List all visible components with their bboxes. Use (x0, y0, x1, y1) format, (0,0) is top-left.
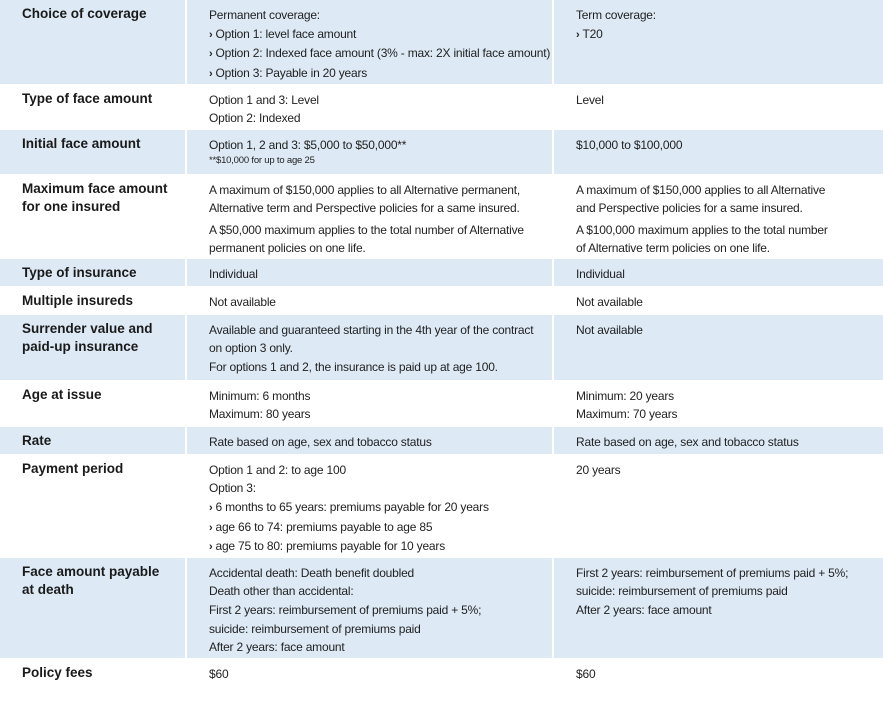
row-payment-period (0, 454, 883, 557)
term-line (576, 564, 883, 583)
permanent-cell (186, 258, 553, 286)
term-cell (553, 426, 883, 454)
permanent-line (209, 601, 552, 620)
row-label-line: Face amount payable (22, 563, 160, 579)
permanent-text: Option 3: (209, 481, 256, 496)
term-text: Minimum: 20 years (576, 388, 674, 403)
permanent-text: age 75 to 80: premiums payable for 10 years (215, 539, 446, 554)
permanent-cell (186, 0, 553, 84)
permanent-line (209, 109, 552, 128)
permanent-text: Option 1 and 3: Level (209, 92, 319, 107)
permanent-line (209, 91, 552, 110)
term-cell (553, 380, 883, 426)
row-label-line: Type of insurance (22, 264, 137, 280)
permanent-cell (186, 658, 553, 701)
row-choice-of-coverage (0, 0, 883, 84)
row-age-at-issue (0, 380, 883, 426)
permanent-line (209, 221, 552, 240)
permanent-cell (186, 426, 553, 454)
permanent-text: A maximum of $150,000 applies to all Alternative permanent, (209, 182, 521, 197)
permanent-line (209, 293, 552, 312)
term-text: of Alternative term policies on one life. (576, 241, 770, 256)
chevron-right-icon: › (576, 28, 580, 41)
permanent-line (209, 358, 552, 377)
permanent-text: Death other than accidental: (209, 584, 354, 599)
term-cell (553, 129, 883, 174)
term-cell (553, 174, 883, 258)
term-cell (553, 314, 883, 380)
term-line (576, 221, 883, 240)
permanent-text: Alternative term and Perspective policies for a same insured. (209, 201, 520, 216)
permanent-text: Option 1, 2 and 3: $5,000 to $50,000** (209, 137, 407, 152)
permanent-text: suicide: reimbursement of premiums paid (209, 621, 421, 636)
permanent-line (209, 6, 552, 25)
chevron-right-icon: › (209, 48, 213, 61)
term-line (576, 582, 883, 601)
term-text: Level (576, 92, 604, 107)
term-text: and Perspective policies for a same insured. (576, 201, 803, 216)
permanent-line (209, 265, 552, 284)
chevron-right-icon: › (209, 521, 213, 534)
term-line (576, 665, 883, 684)
permanent-text: Accidental death: Death benefit doubled (209, 565, 415, 580)
permanent-cell (186, 84, 553, 129)
row-label (0, 658, 186, 701)
row-label-line: Type of face amount (22, 90, 153, 106)
term-text: suicide: reimbursement of premiums paid (576, 584, 788, 599)
term-line (576, 6, 883, 25)
permanent-line (209, 387, 552, 406)
term-text: First 2 years: reimbursement of premiums paid + 5%; (576, 565, 849, 580)
chevron-right-icon: › (209, 67, 213, 80)
row-label (0, 84, 186, 129)
row-label-line: Initial face amount (22, 135, 141, 151)
term-line (576, 387, 883, 406)
permanent-cell (186, 380, 553, 426)
chevron-right-icon: › (209, 502, 213, 515)
term-text: Rate based on age, sex and tobacco status (576, 434, 799, 449)
row-label-line: Multiple insureds (22, 292, 134, 308)
term-text: Maximum: 70 years (576, 407, 678, 422)
row-face-amount-payable-at-death (0, 557, 883, 658)
term-text: A $100,000 maximum applies to the total number (576, 222, 828, 237)
term-line (576, 181, 883, 200)
term-text: Term coverage: (576, 8, 656, 22)
row-label-line: Maximum face amount (22, 180, 168, 196)
permanent-line (209, 564, 552, 583)
permanent-text: permanent policies on one life. (209, 241, 366, 256)
permanent-line (209, 321, 552, 340)
row-label (0, 314, 186, 380)
permanent-cell (186, 174, 553, 258)
row-label (0, 380, 186, 426)
term-text: A maximum of $150,000 applies to all Alternative (576, 182, 826, 197)
term-cell (553, 658, 883, 701)
term-line (576, 293, 883, 312)
row-label (0, 454, 186, 557)
permanent-text: Rate based on age, sex and tobacco status (209, 434, 432, 449)
row-type-of-insurance (0, 258, 883, 286)
permanent-line (209, 64, 552, 84)
permanent-cell (186, 454, 553, 557)
term-line (576, 91, 883, 110)
permanent-text: Permanent coverage: (209, 8, 320, 22)
term-cell (553, 454, 883, 557)
chevron-right-icon: › (209, 541, 213, 554)
permanent-line (209, 582, 552, 601)
permanent-cell (186, 557, 553, 658)
chevron-right-icon: › (209, 28, 213, 41)
permanent-text: For options 1 and 2, the insurance is paid up at age 100. (209, 360, 498, 375)
term-line (576, 136, 883, 155)
term-line (576, 433, 883, 452)
permanent-line (209, 181, 552, 200)
term-line (576, 461, 883, 480)
permanent-text: Maximum: 80 years (209, 407, 311, 422)
row-label (0, 258, 186, 286)
permanent-line (209, 620, 552, 639)
permanent-text: Option 1 and 2: to age 100 (209, 462, 346, 477)
term-text: 20 years (576, 462, 621, 477)
term-cell (553, 0, 883, 84)
row-initial-face-amount (0, 129, 883, 174)
permanent-cell (186, 286, 553, 314)
row-label (0, 426, 186, 454)
term-text: $60 (576, 666, 596, 681)
permanent-text: Option 1: level face amount (215, 26, 357, 41)
term-text: After 2 years: face amount (576, 603, 712, 618)
row-label (0, 129, 186, 174)
row-label (0, 557, 186, 658)
term-line (576, 25, 883, 45)
permanent-text: $60 (209, 666, 229, 681)
permanent-text: **$10,000 for up to age 25 (209, 155, 315, 167)
permanent-text: on option 3 only. (209, 341, 293, 356)
permanent-line (209, 154, 552, 168)
permanent-text: Option 3: Payable in 20 years (215, 65, 368, 80)
term-line (576, 321, 883, 340)
permanent-line (209, 665, 552, 684)
term-line (576, 405, 883, 424)
permanent-text: After 2 years: face amount (209, 640, 345, 655)
permanent-text: Individual (209, 266, 258, 281)
term-text: $10,000 to $100,000 (576, 137, 683, 152)
row-label-line: Age at issue (22, 386, 102, 402)
term-cell (553, 84, 883, 129)
term-line (576, 601, 883, 620)
permanent-line (209, 199, 552, 218)
permanent-text: Minimum: 6 months (209, 388, 311, 403)
permanent-text: First 2 years: reimbursement of premiums paid + 5%; (209, 603, 482, 618)
row-label-line: for one insured (22, 198, 121, 214)
term-cell (553, 557, 883, 658)
row-label-line: Rate (22, 432, 52, 448)
term-cell (553, 258, 883, 286)
row-label-line: at death (22, 581, 74, 597)
permanent-text: age 66 to 74: premiums payable to age 85 (215, 519, 433, 534)
term-line (576, 199, 883, 218)
permanent-text: 6 months to 65 years: premiums payable for 20 years (215, 500, 489, 515)
permanent-line (209, 479, 552, 498)
row-rate (0, 426, 883, 454)
permanent-line (209, 44, 552, 64)
permanent-line (209, 518, 552, 538)
term-cell (553, 286, 883, 314)
row-type-of-face-amount (0, 84, 883, 129)
permanent-line (209, 405, 552, 424)
row-label (0, 286, 186, 314)
row-label (0, 0, 186, 84)
permanent-cell (186, 314, 553, 380)
row-label (0, 174, 186, 258)
row-label-line: paid-up insurance (22, 338, 139, 354)
row-label-line: Surrender value and (22, 320, 153, 336)
term-text: T20 (582, 26, 603, 41)
row-maximum-face-amount-for-one-insured (0, 174, 883, 258)
row-multiple-insureds (0, 286, 883, 314)
permanent-text: Not available (209, 294, 276, 309)
permanent-line (209, 638, 552, 657)
permanent-line (209, 537, 552, 557)
row-surrender-value-and-paid-up-insurance (0, 314, 883, 380)
term-text: Individual (576, 266, 625, 281)
row-policy-fees (0, 658, 883, 701)
row-label-line: Payment period (22, 460, 124, 476)
permanent-line (209, 461, 552, 480)
permanent-text: Option 2: Indexed face amount (3% - max: 2X initial face amount) (215, 46, 551, 61)
permanent-line (209, 25, 552, 45)
permanent-line (209, 136, 552, 155)
permanent-text: Option 2: Indexed (209, 111, 301, 126)
term-text: Not available (576, 322, 643, 337)
permanent-text: A $50,000 maximum applies to the total number of Alternative (209, 222, 524, 237)
term-line (576, 239, 883, 258)
permanent-line (209, 339, 552, 358)
permanent-line (209, 498, 552, 518)
permanent-line (209, 239, 552, 258)
row-label-line: Policy fees (22, 664, 93, 680)
permanent-line (209, 433, 552, 452)
row-label-line: Choice of coverage (22, 6, 147, 21)
term-line (576, 265, 883, 284)
permanent-cell (186, 129, 553, 174)
term-text: Not available (576, 294, 643, 309)
permanent-text: Available and guaranteed starting in the 4th year of the contract (209, 322, 534, 337)
